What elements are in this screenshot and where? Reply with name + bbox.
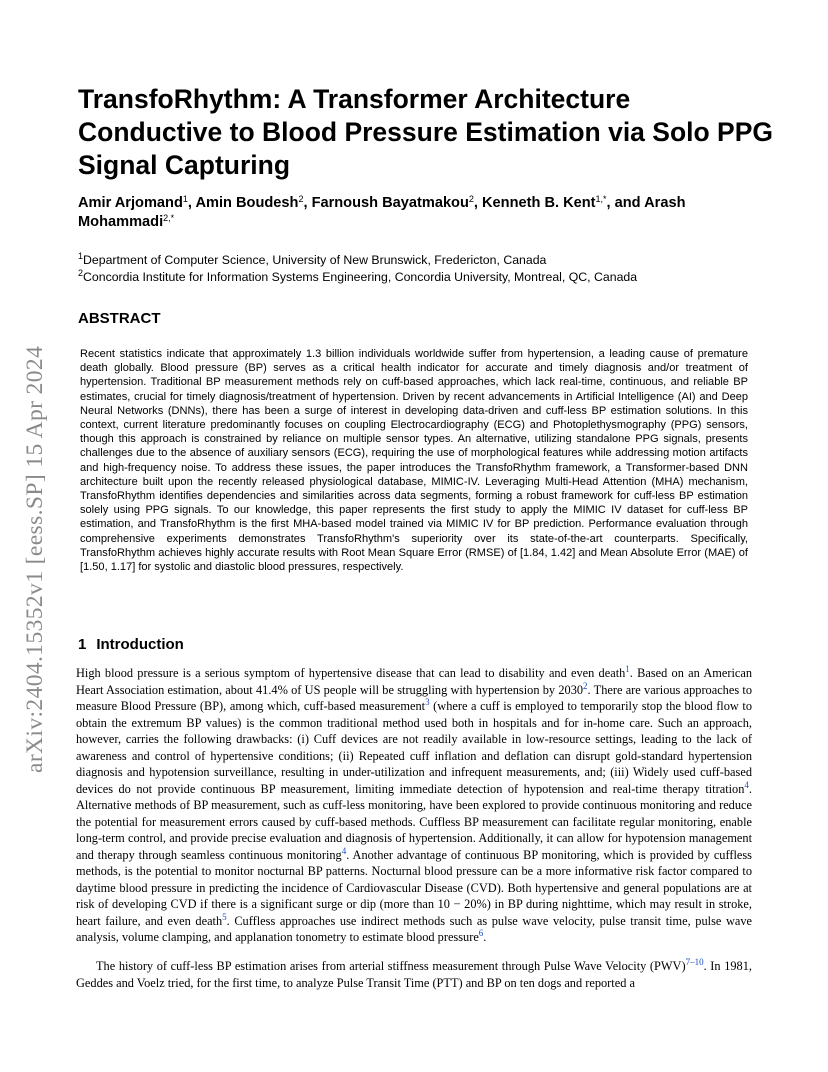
affiliation-mark: 2 [78, 268, 84, 278]
author-name: Amin Boudesh [195, 195, 299, 211]
text-run: The history of cuff-less BP estimation arises from arterial stiffness measurement through Pulse Wave Velocity (PWV) [96, 959, 686, 973]
affiliation-mark: 1 [78, 251, 84, 261]
affiliation-text: Department of Computer Science, University of New Brunswick, Fredericton, Canada [83, 253, 547, 267]
text-run: . Cuffless approaches use indirect methods such as pulse wave velocity, pulse transit time, pulse wave analysis, volume clamping, and applanation tonometry to estimate blood pressure [76, 913, 752, 944]
author-affiliation-mark: 2,* [163, 213, 175, 223]
citation-link[interactable]: 1 [625, 664, 630, 674]
citation-link[interactable]: 5 [222, 911, 227, 922]
citation-link[interactable]: 7–10 [685, 957, 704, 967]
text-run: . There are various approaches to measure Blood Pressure (BP), among which, cuff-based measurement [76, 682, 752, 713]
author-affiliation-mark: 2 [298, 194, 304, 204]
text-run: . Alternative methods of BP measurement, such as cuff-less monitoring, have been explored to provide continuous monitoring and reduce the potential for measurement errors caused by cuff-based methods. Cuffless BP measurement can facilitate regular monitoring, enable long-term control, and provide precise evaluation and diagnosis of hypertension. Additionally, it can allow for hypotension management and therapy through seamless continuous monitoring [76, 781, 752, 862]
citation-link[interactable]: 6 [478, 928, 484, 938]
author-separator: , and [606, 195, 645, 211]
author-name: Kenneth B. Kent [482, 195, 596, 211]
affiliation-text: Concordia Institute for Information Systems Engineering, Concordia University, Montreal, QC, Canada [83, 270, 638, 284]
author-separator: , [303, 195, 312, 211]
author-name: Farnoush Bayatmakou [311, 195, 469, 211]
text-run: . Based on an American Heart Association estimation, about 41.4% of US people will be struggling with hypertension by 2030 [76, 666, 752, 697]
intro-paragraph-2 [76, 958, 752, 991]
text-run: (where a cuff is employed to temporarily stop the blood flow to obtain the extremum BP values) is the common traditional method used both in hospitals and for in-home care. Such an approach, however, carries the following drawbacks: (i) Cuff devices are not readily available in low-resource settings, leading to the lack of awareness and control of hypertensive conditions; (ii) Repeated cuff inflation and deflation can disrupt gold-standard hypertension diagnosis and hypotension surveillance, resulting in under-utilization and infrequent measurements, and; (iii) Widely used cuff-based devices do not provide continuous BP measurement, limiting immediate detection of hypotension and real-time therapy titration [76, 699, 752, 796]
citation-link[interactable]: 3 [425, 697, 430, 707]
abstract-heading: ABSTRACT [78, 310, 161, 327]
text-run: . [483, 930, 487, 944]
author-separator: , [187, 195, 196, 211]
author-name: Arash Mohammadi [78, 195, 686, 230]
affiliation-line [78, 269, 778, 286]
affiliations [78, 252, 778, 286]
intro-paragraph-1 [76, 665, 752, 946]
abstract-text: Recent statistics indicate that approximately 1.3 billion individuals worldwide suffer from hypertension, a leading cause of premature death globally. Blood pressure (BP) serves as a critical health indicator for accurate and timely diagnosis and/or treatment of hypertension. Traditional BP measurement methods rely on cuff-based approaches, which lack real-time, continuous, and reliable BP estimates, crucial for timely diagnosis/treatment of hypertension. Driven by recent advancements in Artificial Intelligence (AI) and Deep Neural Networks (DNNs), there has been a surge of interest in developing data-driven and cuff-less BP estimation solutions. In this context, current literature predominantly focuses on coupling Electrocardiography (ECG) and Photoplethysmography (PPG) sensors, though this approach is constrained by reliance on multiple sensor types. An alternative, utilizing standalone PPG signals, presents challenges due to the absence of auxiliary sensors (ECG), requiring the use of morphological features while addressing motion artifacts and high-frequency noise. To address these issues, the paper introduces the TransfoRhythm framework, a Transformer-based DNN architecture built upon the recently released physiological database, MIMIC-IV. Leveraging Multi-Head Attention (MHA) mechanism, TransfoRhythm identifies dependencies and similarities across data segments, forming a robust framework for cuff-less BP estimation solely using PPG signals. To our knowledge, this paper represents the first study to apply the MIMIC IV dataset for cuff-less BP estimation, and TransfoRhythm is the first MHA-based model trained via MIMIC IV for BP prediction. Performance evaluation through comprehensive experiments demonstrates TransfoRhythm's superiority over its state-of-the-art counterparts. Specifically, TransfoRhythm achieves highly accurate results with Root Mean Square Error (RMSE) of [1.84, 1.42] and Mean Absolute Error (MAE) of [1.50, 1.17] for systolic and diastolic blood pressures, respectively. [80, 348, 748, 574]
author-affiliation-mark: 1,* [595, 194, 607, 204]
citation-link[interactable]: 2 [583, 680, 588, 691]
section-number: 1 [78, 636, 87, 653]
arxiv-identifier-stamp: arXiv:2404.15352v1 [eess.SP] 15 Apr 2024 [22, 345, 48, 773]
text-run: . Another advantage of continuous BP monitoring, which is provided by cuffless methods, is the potential to monitor nocturnal BP patterns. Nocturnal blood pressure can be a more informative risk factor compared to daytime blood pressure in predicting the incidence of Cardiovascular Disease (CVD). Both hypertensive and general populations are at risk of developing CVD if there is a significant surge or dip (more than 10 − 20%) in BP during nighttime, which may result in stroke, heart failure, and even death [76, 847, 752, 928]
text-run: . In 1981, Geddes and Voelz tried, for the first time, to analyze Pulse Transit Time (PTT) and BP on ten dogs and reported a [76, 959, 752, 990]
citation-link[interactable]: 4 [744, 779, 749, 790]
section-title: Introduction [96, 636, 184, 653]
author-name: Amir Arjomand [78, 195, 183, 211]
author-affiliation-mark: 2 [468, 194, 474, 204]
author-separator: , [473, 195, 483, 211]
author-list [78, 194, 778, 232]
citation-link[interactable]: 4 [341, 845, 347, 856]
paper-title: TransfoRhythm: A Transformer Architecture Conductive to Blood Pressure Estimation via Solo PPG Signal Capturing [78, 84, 774, 180]
author-affiliation-mark: 1 [182, 194, 188, 204]
section-heading-introduction [78, 636, 184, 653]
text-run: High blood pressure is a serious symptom of hypertensive disease that can lead to disability and even death [76, 666, 626, 680]
affiliation-line [78, 252, 778, 269]
